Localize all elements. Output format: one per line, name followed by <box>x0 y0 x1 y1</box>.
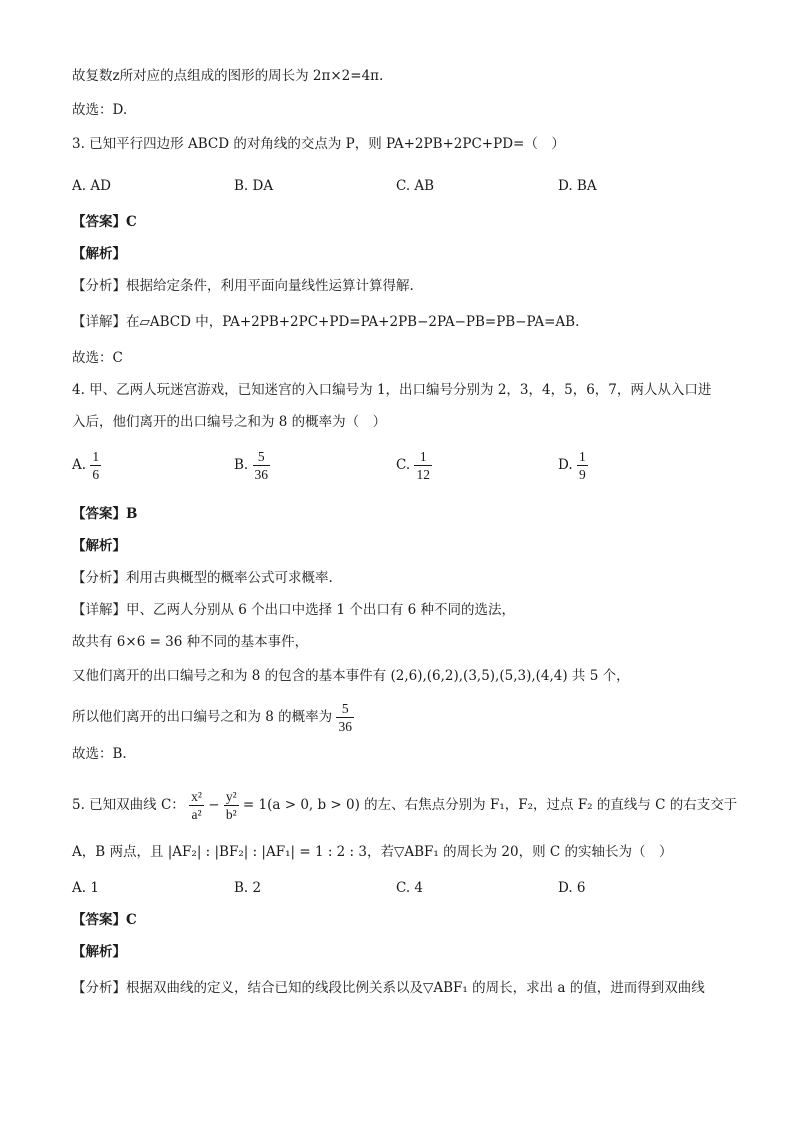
question-5-suffix: = 1(a > 0, b > 0) 的左、右焦点分别为 F₁，F₂，过点 F₂ 的直线与 C 的右支交于 <box>242 797 738 813</box>
minus-sign: − <box>208 797 220 813</box>
option-b <box>234 448 270 483</box>
option-a <box>72 448 101 483</box>
answer-label: 【答案】C <box>72 214 137 230</box>
detail-text: 又他们离开的出口编号之和为 8 的包含的基本事件有 (2,6),(6,2),(3,5),(5,3),(4,4) 共 5 个， <box>72 668 630 684</box>
question-5-line-1 <box>72 788 737 823</box>
fraction-numerator: 5 <box>336 700 354 718</box>
fraction-numerator: 1 <box>414 448 432 466</box>
detail-text <box>72 700 354 735</box>
detail-text-prefix: 所以他们离开的出口编号之和为 8 的概率为 <box>72 709 333 725</box>
option-label: B. <box>234 457 249 473</box>
question-5-prefix: 5. 已知双曲线 C： <box>72 797 185 813</box>
fraction-denominator: 36 <box>254 467 269 482</box>
answer-label: 【答案】C <box>72 912 137 928</box>
fraction-denominator: a² <box>191 807 202 822</box>
fraction-numerator: 5 <box>253 448 271 466</box>
fraction-denominator: 9 <box>578 467 586 482</box>
option-c: C. 4 <box>396 880 424 896</box>
option-c: C. AB <box>396 178 435 194</box>
option-b: B. 2 <box>234 880 262 896</box>
fraction-numerator: x² <box>191 789 202 804</box>
fraction <box>189 788 204 823</box>
fraction-denominator: 12 <box>416 467 430 482</box>
answer-label: 【答案】B <box>72 506 138 522</box>
fraction-numerator: 1 <box>92 449 100 464</box>
option-a: A. 1 <box>72 880 99 896</box>
question-5-line-2: A，B 两点，且 |AF₂| : |BF₂| : |AF₁| = 1 : 2 : 3，若▽ABF₁ 的周长为 20，则 C 的实轴长为（ ） <box>72 844 673 860</box>
fraction <box>577 448 588 483</box>
option-label: C. <box>396 457 411 473</box>
option-label: A. <box>72 457 87 473</box>
fraction-numerator: 1 <box>578 449 586 464</box>
fraction-numerator: y² <box>225 789 237 804</box>
analysis-label: 【解析】 <box>72 538 126 554</box>
fraction <box>90 448 101 483</box>
option-b: B. DA <box>234 178 274 194</box>
detail-text: 【详解】在▱ABCD 中，PA+2PB+2PC+PD=PA+2PB−2PA−PB=PB−PA=AB. <box>72 314 580 330</box>
option-a: A. AD <box>72 178 111 194</box>
option-label: D. <box>558 457 573 473</box>
detail-text: 【详解】甲、乙两人分别从 6 个出口中选择 1 个出口有 6 种不同的选法， <box>72 602 516 618</box>
question-3: 3. 已知平行四边形 ABCD 的对角线的交点为 P，则 PA+2PB+2PC+PD=（ ） <box>72 136 565 152</box>
analysis-text: 【分析】利用古典概型的概率公式可求概率. <box>72 570 333 586</box>
analysis-text: 【分析】根据双曲线的定义，结合已知的线段比例关系以及▽ABF₁ 的周长，求出 a 的值，进而得到双曲线 <box>72 980 705 996</box>
fraction <box>336 700 354 735</box>
option-d: D. BA <box>558 178 597 194</box>
choice-text: 故选：C <box>72 350 123 366</box>
fraction-denominator: 6 <box>92 467 100 482</box>
option-d: D. 6 <box>558 880 586 896</box>
analysis-label: 【解析】 <box>72 944 126 960</box>
fraction-denominator: b² <box>225 807 237 822</box>
fraction <box>414 448 432 483</box>
option-c <box>396 448 432 483</box>
question-4-line-1: 4. 甲、乙两人玩迷宫游戏，已知迷宫的入口编号为 1，出口编号分别为 2，3，4，5，6，7，两人从入口进 <box>72 382 712 398</box>
option-d <box>558 448 588 483</box>
choice-text: 故选：B. <box>72 746 127 762</box>
analysis-text: 【分析】根据给定条件，利用平面向量线性运算计算得解. <box>72 278 414 294</box>
text-line: 故选：D. <box>72 102 128 118</box>
detail-text: 故共有 6×6 = 36 种不同的基本事件， <box>72 634 309 650</box>
text-line: 故复数z所对应的点组成的图形的周长为 2π×2=4π. <box>72 68 384 84</box>
fraction <box>224 788 239 823</box>
fraction <box>253 448 271 483</box>
fraction-denominator: 36 <box>338 719 352 734</box>
analysis-label: 【解析】 <box>72 246 126 262</box>
question-4-line-2: 入后，他们离开的出口编号之和为 8 的概率为（ ） <box>72 414 387 430</box>
